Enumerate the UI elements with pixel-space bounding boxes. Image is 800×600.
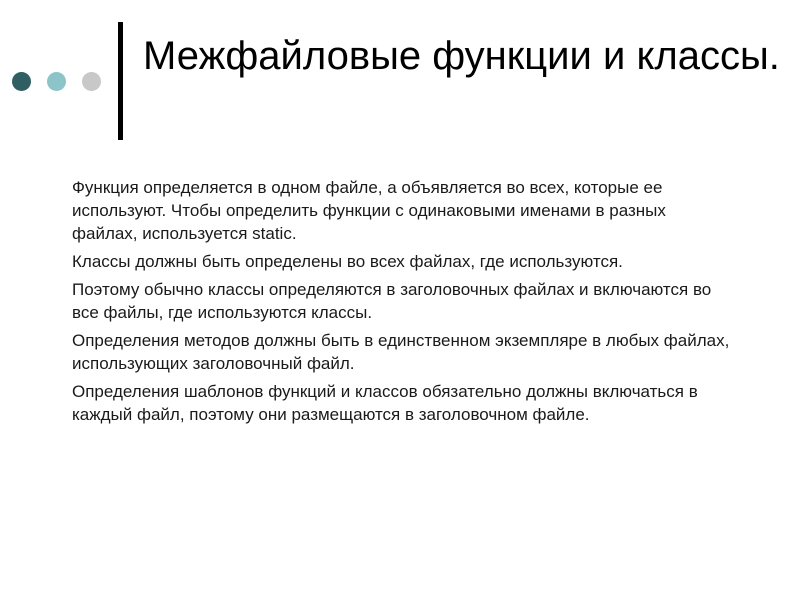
- decorative-dots: [12, 72, 101, 91]
- light-teal-dot-icon: [47, 72, 66, 91]
- body-paragraph: Определения шаблонов функций и классов обязательно должны включаться в каждый файл, поэтому они размещаются в заголовочном файле.: [72, 382, 698, 424]
- body-paragraph: Функция определяется в одном файле, а объявляется во всех, которые ее используют. Чтобы определить функции с одинаковыми именами в разных файлах, используется static.: [72, 178, 666, 243]
- grey-dot-icon: [82, 72, 101, 91]
- body-paragraph: Поэтому обычно классы определяются в заголовочных файлах и включаются во все файлы, где используются классы.: [72, 280, 712, 322]
- body-paragraph: Определения методов должны быть в единственном экземпляре в любых файлах, использующих заголовочный файл.: [72, 331, 730, 373]
- slide-title: Межфайловые функции и классы.: [143, 34, 780, 78]
- body-paragraph: Классы должны быть определены во всех файлах, где используются.: [72, 252, 623, 271]
- title-divider-bar: [118, 22, 123, 140]
- slide-body-list: [72, 176, 732, 431]
- dark-teal-dot-icon: [12, 72, 31, 91]
